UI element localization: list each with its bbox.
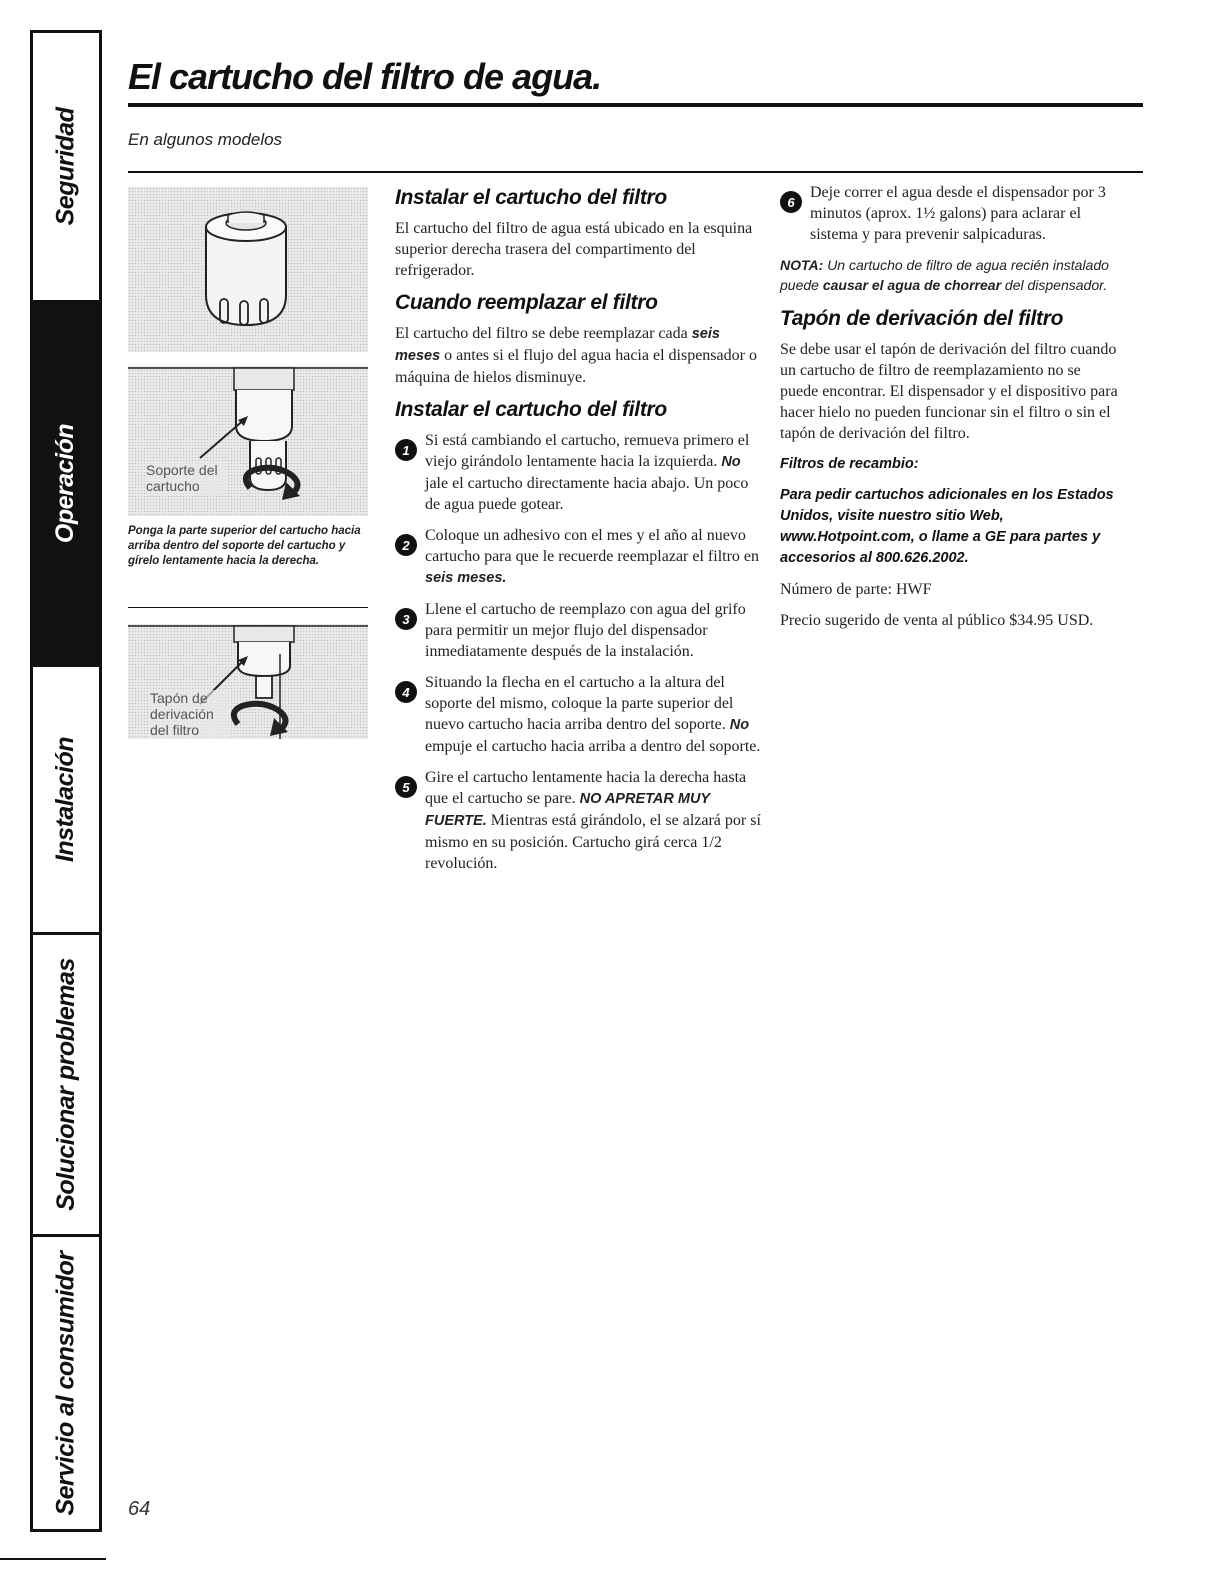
instructions-column xyxy=(395,182,765,884)
figure-label-bypass-plug: Tapón de derivación del filtro xyxy=(150,690,230,738)
heading-install-cartridge: Instalar el cartucho del filtro xyxy=(395,186,667,209)
subtitle-rule xyxy=(128,171,1143,173)
tab-solucionar-problemas[interactable]: Solucionar problemas xyxy=(33,935,99,1237)
figure-label-cartridge-holder: Soporte del cartucho xyxy=(146,462,226,494)
step-number-badge: 4 xyxy=(395,681,417,703)
step-5: 5 Gire el cartucho lentamente hacia la derecha hasta que el cartucho se pare. NO APRETAR MUY FUERTE. Mientras está girándolo, el se alzará por sí mismo en su posición. Cartucho girá cerca 1/2 revolución. xyxy=(395,767,765,874)
order-info: Para pedir cartuchos adicionales en los Estados Unidos, visite nuestro sitio Web, www.Hotpoint.com, o llame a GE para partes y accesorios al 800.626.2002. xyxy=(780,487,1114,566)
title-rule xyxy=(128,103,1143,107)
tab-instalacion[interactable]: Instalación xyxy=(33,667,99,935)
caption-rule xyxy=(128,607,368,608)
paragraph-cartridge-location: El cartucho del filtro de agua está ubicado en la esquina superior derecha trasera del compartimento del refrigerador. xyxy=(395,220,753,279)
paragraph-when-replace: El cartucho del filtro se debe reemplazar cada seis meses o antes si el flujo del agua hacia el dispensador o máquina de hielos disminuye. xyxy=(395,325,757,386)
figure-bypass-plug xyxy=(128,624,368,739)
step-6: 6 Deje correr el agua desde el dispensador por 3 minutos (aprox. 1½ galons) para aclarar el sistema y para prevenir salpicaduras. xyxy=(780,182,1120,245)
step-number-badge: 2 xyxy=(395,534,417,556)
heading-replacement-filters: Filtros de recambio: xyxy=(780,456,919,472)
paragraph-bypass-plug: Se debe usar el tapón de derivación del filtro cuando un cartucho de filtro de reemplazamiento no se puede encontrar. El dispensador y el dispositivo para hacer hielo no pueden funcionar sin el filtro o sin el tapón de derivación del filtro. xyxy=(780,341,1118,442)
note: NOTA: Un cartucho de filtro de agua recién instalado puede causar el agua de chorrear del dispensador. xyxy=(780,257,1109,293)
tab-seguridad[interactable]: Seguridad xyxy=(33,33,99,303)
figure-caption: Ponga la parte superior del cartucho hacia arriba dentro del soporte del cartucho y gírelo lentamente hacia la derecha. xyxy=(128,525,361,567)
page-title: El cartucho del filtro de agua. xyxy=(128,56,602,97)
part-number: Número de parte: HWF xyxy=(780,581,932,598)
step-3: 3 Llene el cartucho de reemplazo con agua del grifo para permitir un mejor flujo del dispensador inmediatamente después de la instalación. xyxy=(395,599,765,662)
price: Precio sugerido de venta al público $34.95 USD. xyxy=(780,612,1094,629)
step-number-badge: 6 xyxy=(780,191,802,213)
page-subtitle: En algunos modelos xyxy=(128,130,283,149)
section-tab-bar xyxy=(30,30,102,1532)
bypass-column xyxy=(780,182,1120,641)
cartridge-illustration xyxy=(128,187,368,352)
heading-bypass-plug: Tapón de derivación del filtro xyxy=(780,307,1064,330)
figure-cartridge-holder xyxy=(128,366,368,516)
step-number-badge: 5 xyxy=(395,776,417,798)
tab-operacion[interactable]: Operación xyxy=(33,303,99,667)
step-2: 2 Coloque un adhesivo con el mes y el año al nuevo cartucho para que le recuerde reemplazar el filtro en seis meses. xyxy=(395,525,765,589)
heading-install-steps: Instalar el cartucho del filtro xyxy=(395,398,667,421)
heading-when-replace: Cuando reemplazar el filtro xyxy=(395,291,658,314)
step-number-badge: 1 xyxy=(395,439,417,461)
step-4: 4 Situando la flecha en el cartucho a la altura del soporte del mismo, coloque la parte superior del nuevo cartucho hacia arriba dentro del soporte. No empuje el cartucho hacia arriba a dentro del soporte. xyxy=(395,672,765,757)
figure-cartridge xyxy=(128,187,368,352)
step-number-badge: 3 xyxy=(395,608,417,630)
page-number: 64 xyxy=(128,1498,151,1520)
tab-servicio-al-consumidor[interactable]: Servicio al consumidor xyxy=(51,1250,80,1516)
footer-rule xyxy=(0,1558,106,1560)
step-1: 1 Si está cambiando el cartucho, remueva primero el viejo girándolo lentamente hacia la izquierda. No jale el cartucho directamente hacia abajo. Un poco de agua puede gotear. xyxy=(395,430,765,515)
